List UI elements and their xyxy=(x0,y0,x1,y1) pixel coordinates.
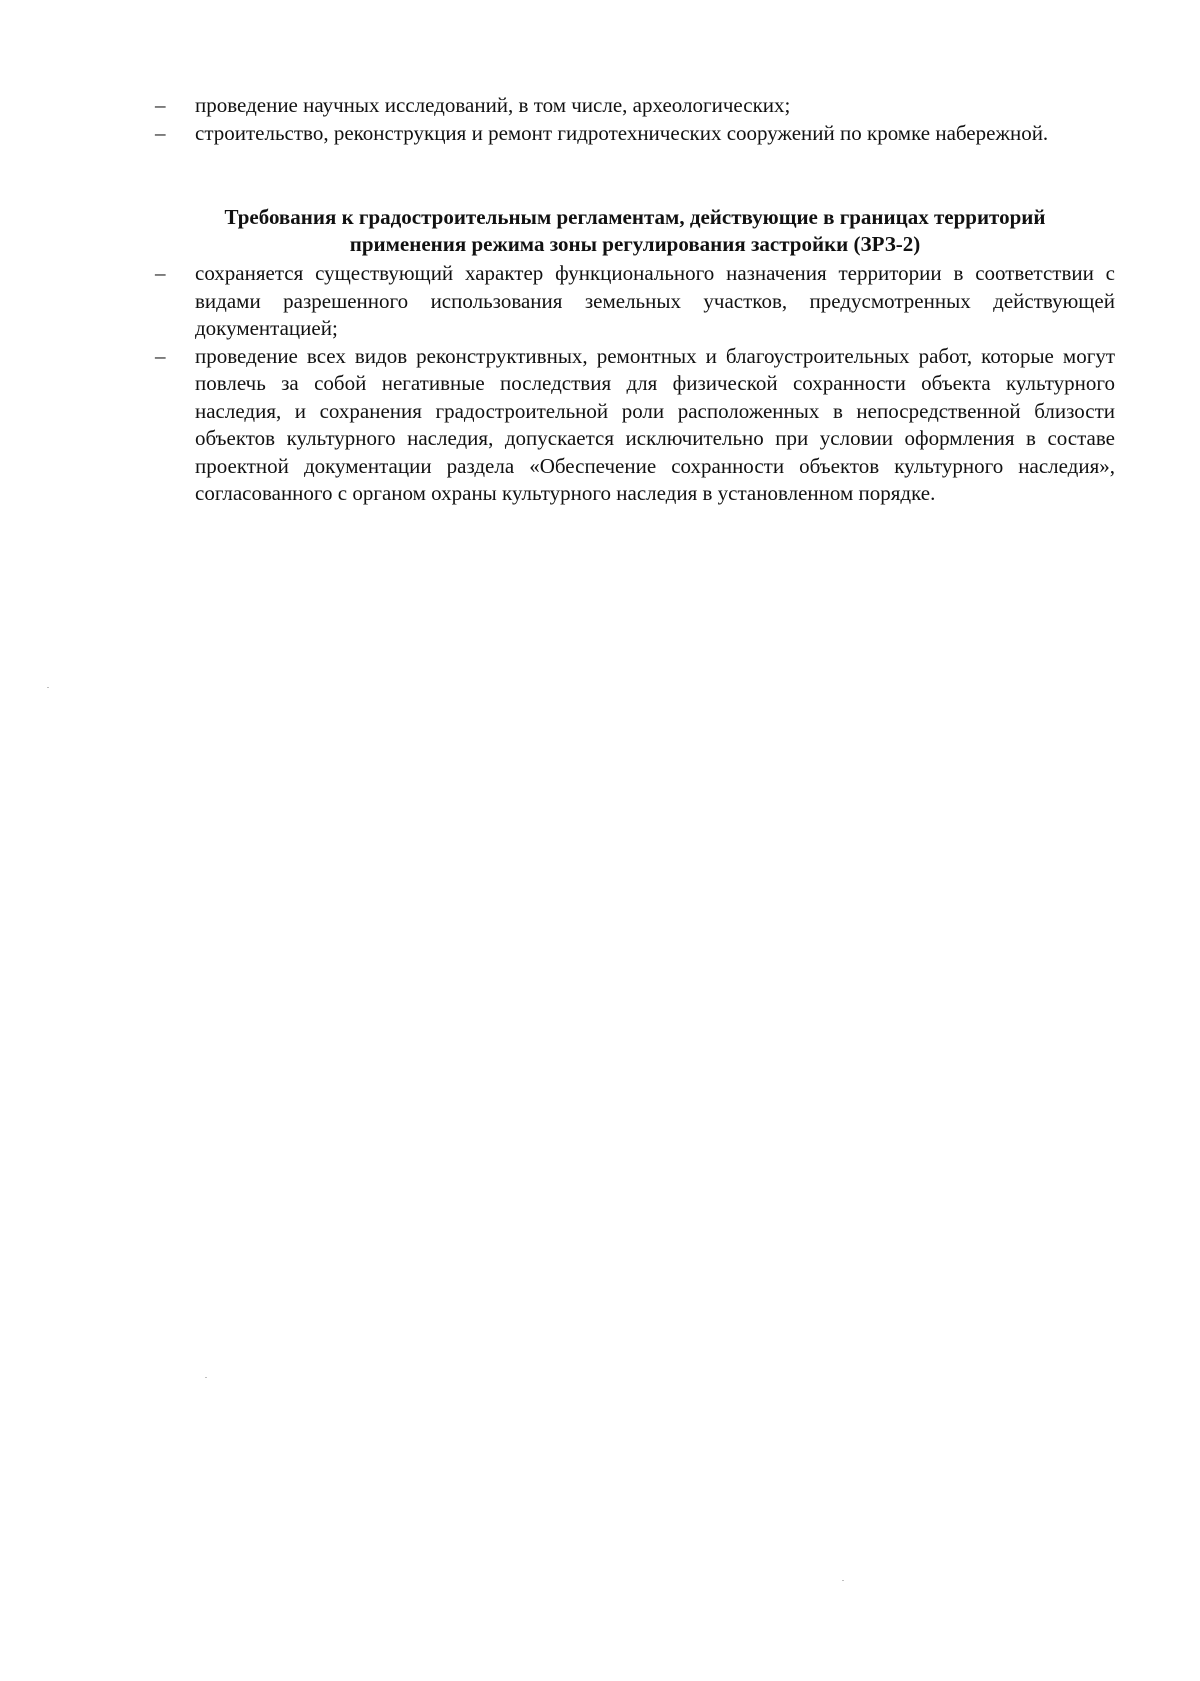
scan-speck xyxy=(47,687,49,688)
bullet-list-top xyxy=(155,92,1115,147)
bullet-dash: – xyxy=(155,261,166,285)
bullet-list-requirements xyxy=(155,260,1115,508)
list-item-text: сохраняется существующий характер функционального назначения территории в соответствии с видами разрешенного использования земельных участков, предусмотренных действующей документацией; xyxy=(195,261,1115,340)
list-item xyxy=(155,260,1115,343)
list-item xyxy=(155,92,1115,120)
list-item-text: проведение научных исследований, в том числе, археологических; xyxy=(195,93,791,117)
bullet-dash: – xyxy=(155,93,166,117)
list-item xyxy=(155,343,1115,508)
bullet-dash: – xyxy=(155,343,166,368)
list-item xyxy=(155,120,1115,148)
section-heading-line-2: применения режима зоны регулирования застройки (ЗРЗ-2) xyxy=(349,232,921,256)
list-item-text: проведение всех видов реконструктивных, ремонтных и благоустроительных работ, которые могут повлечь за собой негативные последствия для физической сохранности объекта культурного наследия, и сохранения градостроительной роли расположенных в непосредственной близости объектов культурного наследия, допускается исключительно при условии оформления в составе проектной документации раздела «Обеспечение сохранности объектов культурного наследия», согласованного с органом охраны культурного наследия в установленном порядке. xyxy=(195,343,1115,505)
scan-speck xyxy=(842,1580,844,1581)
section-heading xyxy=(150,204,1120,258)
section-heading-line-1: Требования к градостроительным регламентам, действующие в границах территорий xyxy=(224,205,1046,229)
scan-speck xyxy=(205,1377,207,1378)
list-item-text: строительство, реконструкция и ремонт гидротехнических сооружений по кромке набережной. xyxy=(195,120,1049,145)
bullet-dash: – xyxy=(155,120,166,145)
